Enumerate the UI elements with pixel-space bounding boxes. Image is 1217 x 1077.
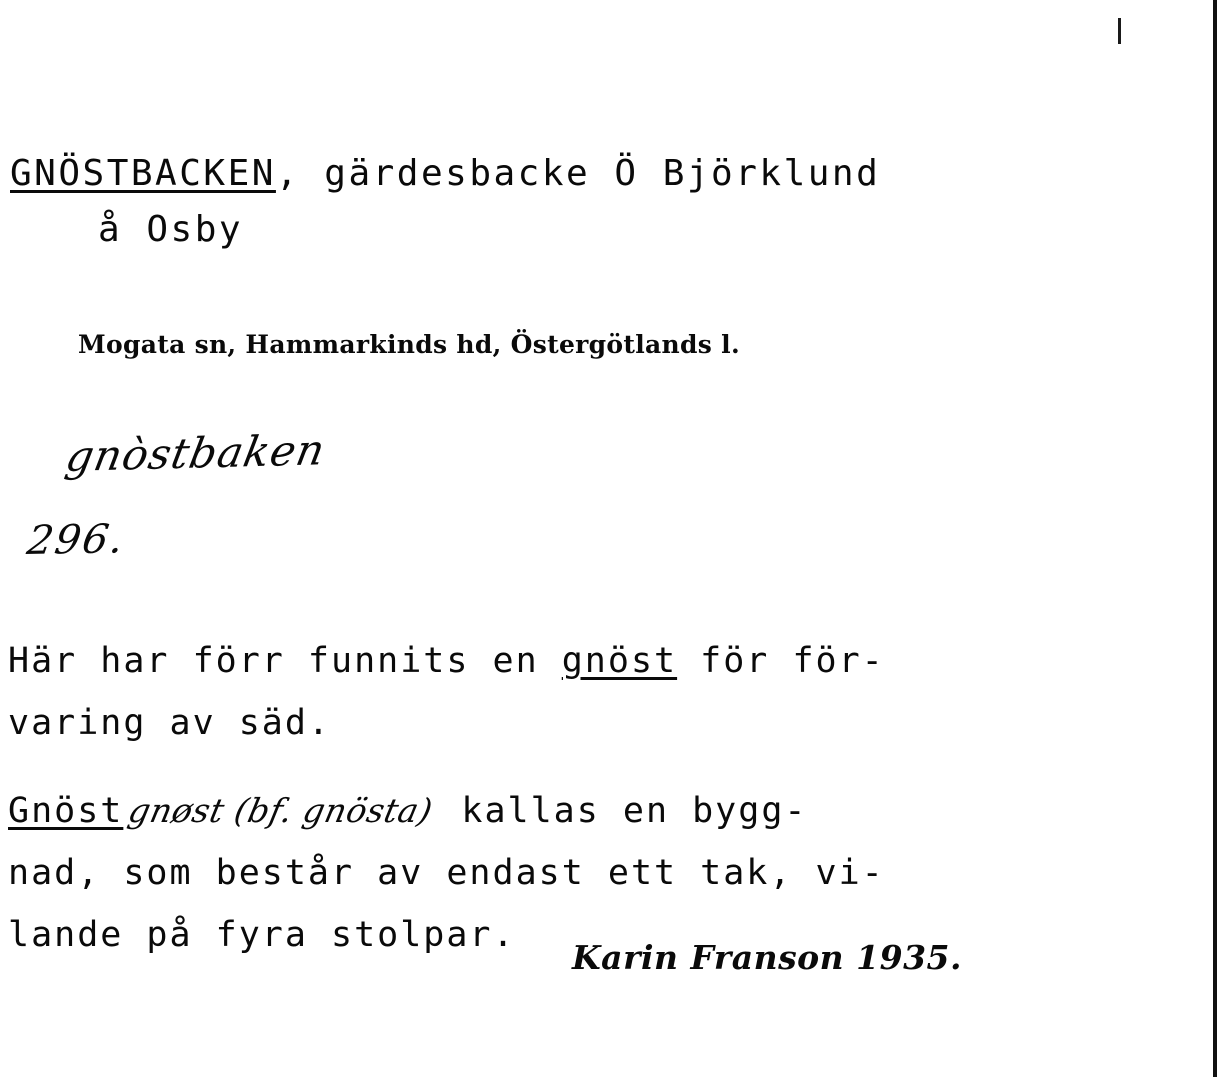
parish-line: Mogata sn, Hammarkinds hd, Östergötlands l. <box>78 330 740 359</box>
paragraph-2-line-2: nad, som består av endast ett tak, vi- <box>8 853 885 893</box>
headword-term: GNÖSTBACKEN <box>10 153 276 194</box>
paragraph-1-line-1-before: Här har förr funnits en <box>8 641 562 681</box>
paragraph-2-line-1 <box>8 780 1138 842</box>
paragraph-1-line-1 <box>8 630 1138 692</box>
body-paragraph-1 <box>8 630 1138 754</box>
paragraph-2-keyword: Gnöst <box>8 791 124 831</box>
headword-line-1 <box>10 146 1130 202</box>
scan-edge <box>1213 0 1217 1077</box>
paragraph-2-line-1-after: kallas en bygg- <box>438 791 808 831</box>
scan-edge-tick <box>1118 18 1121 44</box>
handwritten-pronunciation: gnòstbaken <box>62 425 330 481</box>
headword-line-2: å Osby <box>98 209 244 250</box>
paragraph-1-keyword: gnöst <box>561 641 678 681</box>
signature: Karin Franson 1935. <box>572 938 962 977</box>
headword-line-1-rest: , gärdesbacke Ö Björklund <box>275 153 881 194</box>
handwritten-number: 296. <box>24 516 129 564</box>
paragraph-1-line-2: varing av säd. <box>8 703 332 743</box>
paragraph-2-handwritten-gloss: gnøst (bf. gnösta) <box>125 791 437 830</box>
paragraph-1-line-1-after: för för- <box>677 641 885 681</box>
paragraph-2-line-3: lande på fyra stolpar. <box>8 915 516 955</box>
headword-block <box>10 146 1130 258</box>
